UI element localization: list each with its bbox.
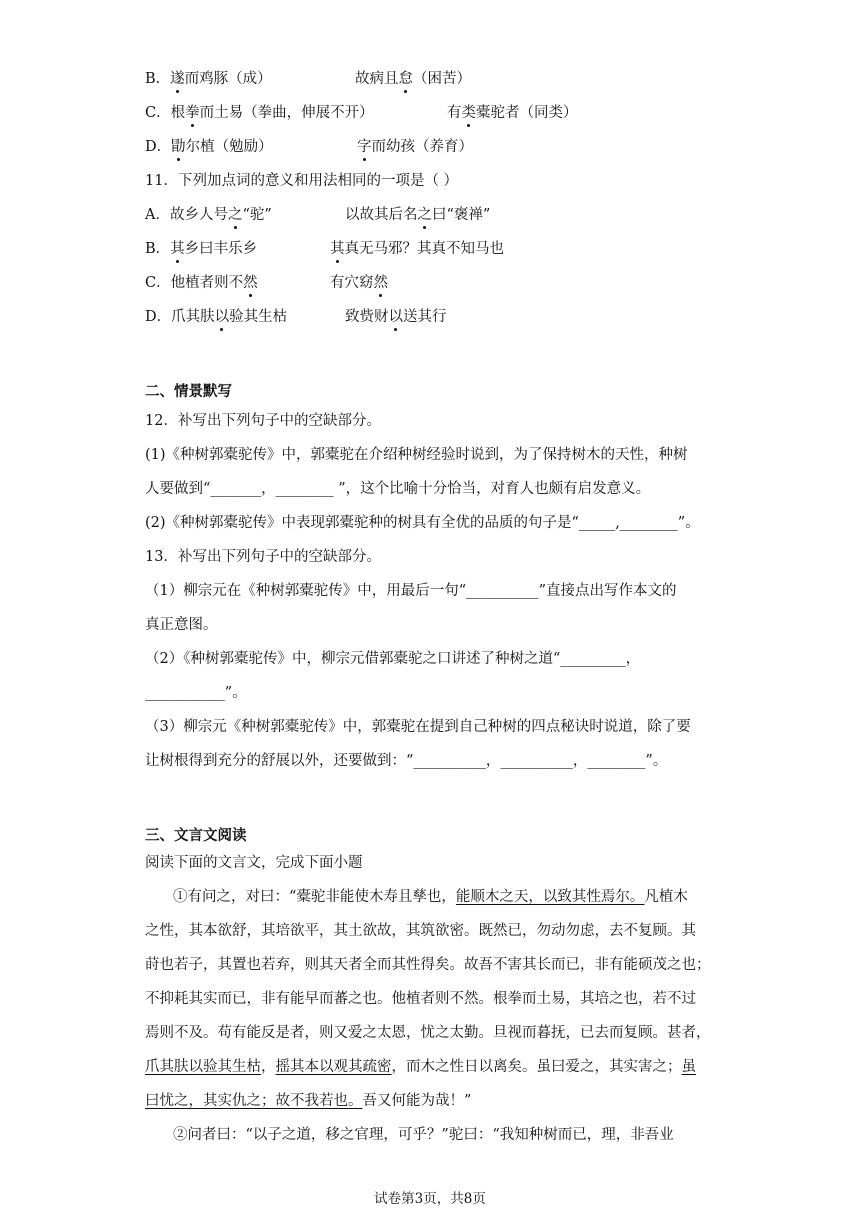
passage-p1-line-4: 不抑耗其实而已，非有能早而蕃之也。他植者则不然。根拳而土易，其培之也，若不过 <box>145 991 696 1007</box>
q12-stem: 12．补写出下列句子中的空缺部分。 <box>145 413 381 429</box>
q12-item-1-line-2: 人要做到“_______，________ ”，这个比喻十分恰当，对育人也颇有启发意义。 <box>145 481 651 497</box>
q13-item-1-line-1: （1）柳宗元在《种树郭橐驼传》中，用最后一句“__________”直接点出写作本文的 <box>145 583 677 599</box>
q13-item-1-line-2: 真正意图。 <box>145 617 218 633</box>
passage-p1-line-6: 爪其肤以验其生枯，摇其本以观其疏密，而木之性日以离矣。虽曰爱之，其实害之；虽 <box>145 1059 696 1075</box>
q10-option-b: B．遂而鸡豚（成） <box>145 71 272 87</box>
q13-item-2-line-2: ___________”。 <box>145 685 247 701</box>
q10-option-c-right: 有类橐驼者（同类） <box>447 105 578 121</box>
passage-p2-line-1: ②问者曰：“以子之道，移之官理，可乎？”驼曰：“我知种树而已，理，非吾业 <box>173 1127 674 1143</box>
section-2-title: 二、情景默写 <box>145 383 232 400</box>
q12-item-2: (2)《种树郭橐驼传》中表现郭橐驼种的树具有全优的品质的句子是“_____,________”。 <box>145 515 700 531</box>
section-3-title: 三、文言文阅读 <box>145 827 247 844</box>
q13-item-3-line-2: 让树根得到充分的舒展以外，还要做到：“__________，__________，________”。 <box>145 753 668 769</box>
q11-option-b-right: 其真无马邪？其真不知马也 <box>330 241 504 257</box>
q11-option-a: A．故乡人号之“驼” <box>145 207 272 223</box>
passage-p1-line-7: 曰忧之，其实仇之；故不我若也。吾又何能为哉！” <box>145 1093 472 1109</box>
q13-stem: 13．补写出下列句子中的空缺部分。 <box>145 549 381 565</box>
q10-option-c: C．根拳而土易（拳曲，伸展不开） <box>145 105 374 121</box>
q13-item-2-line-1: （2）《种树郭橐驼传》中，柳宗元借郭橐驼之口讲述了种树之道“_________， <box>145 651 641 667</box>
reading-instruction: 阅读下面的文言文，完成下面小题 <box>145 855 363 871</box>
q12-item-1-line-1: (1)《种树郭橐驼传》中，郭橐驼在介绍种树经验时说到，为了保持树木的天性，种树 <box>145 447 688 463</box>
q11-option-b: B．其乡曰丰乐乡 <box>145 241 258 257</box>
passage-p1-line-3: 莳也若子，其置也若弃，则其天者全而其性得矣。故吾不害其长而已，非有能硕茂之也； <box>145 957 711 973</box>
passage-p1-line-5: 焉则不及。苟有能反是者，则又爱之太恩，忧之太勤。旦视而暮抚，已去而复顾。甚者， <box>145 1025 711 1041</box>
q10-option-d-right: 字而幼孩（养育） <box>357 139 473 155</box>
q10-option-d: D．勖尔植（勉励） <box>145 139 273 155</box>
q11-option-d-right: 致赀财以送其行 <box>345 309 447 325</box>
q13-item-3-line-1: （3）柳宗元《种树郭橐驼传》中，郭橐驼在提到自己种树的四点秘诀时说道，除了要 <box>145 719 691 735</box>
passage-p1-line-1: ①有问之，对曰：“橐驼非能使木寿且孳也，能顺木之天，以致其性焉尔。凡植木 <box>173 889 688 905</box>
q11-stem: 11．下列加点词的意义和用法相同的一项是（ ） <box>145 173 459 189</box>
page-footer: 试卷第3页，共8页 <box>374 1191 486 1207</box>
q11-option-a-right: 以故其后名之曰“褒禅” <box>345 207 491 223</box>
q11-option-d: D．爪其肤以验其生枯 <box>145 309 288 325</box>
q11-option-c: C．他植者则不然 <box>145 275 258 291</box>
passage-p1-line-2: 之性，其本欲舒，其培欲平，其土欲故，其筑欲密。既然已，勿动勿虑，去不复顾。其 <box>145 923 696 939</box>
q11-option-c-right: 有穴窈然 <box>330 275 388 291</box>
q10-option-b-right: 故病且怠（困苦） <box>355 71 471 87</box>
